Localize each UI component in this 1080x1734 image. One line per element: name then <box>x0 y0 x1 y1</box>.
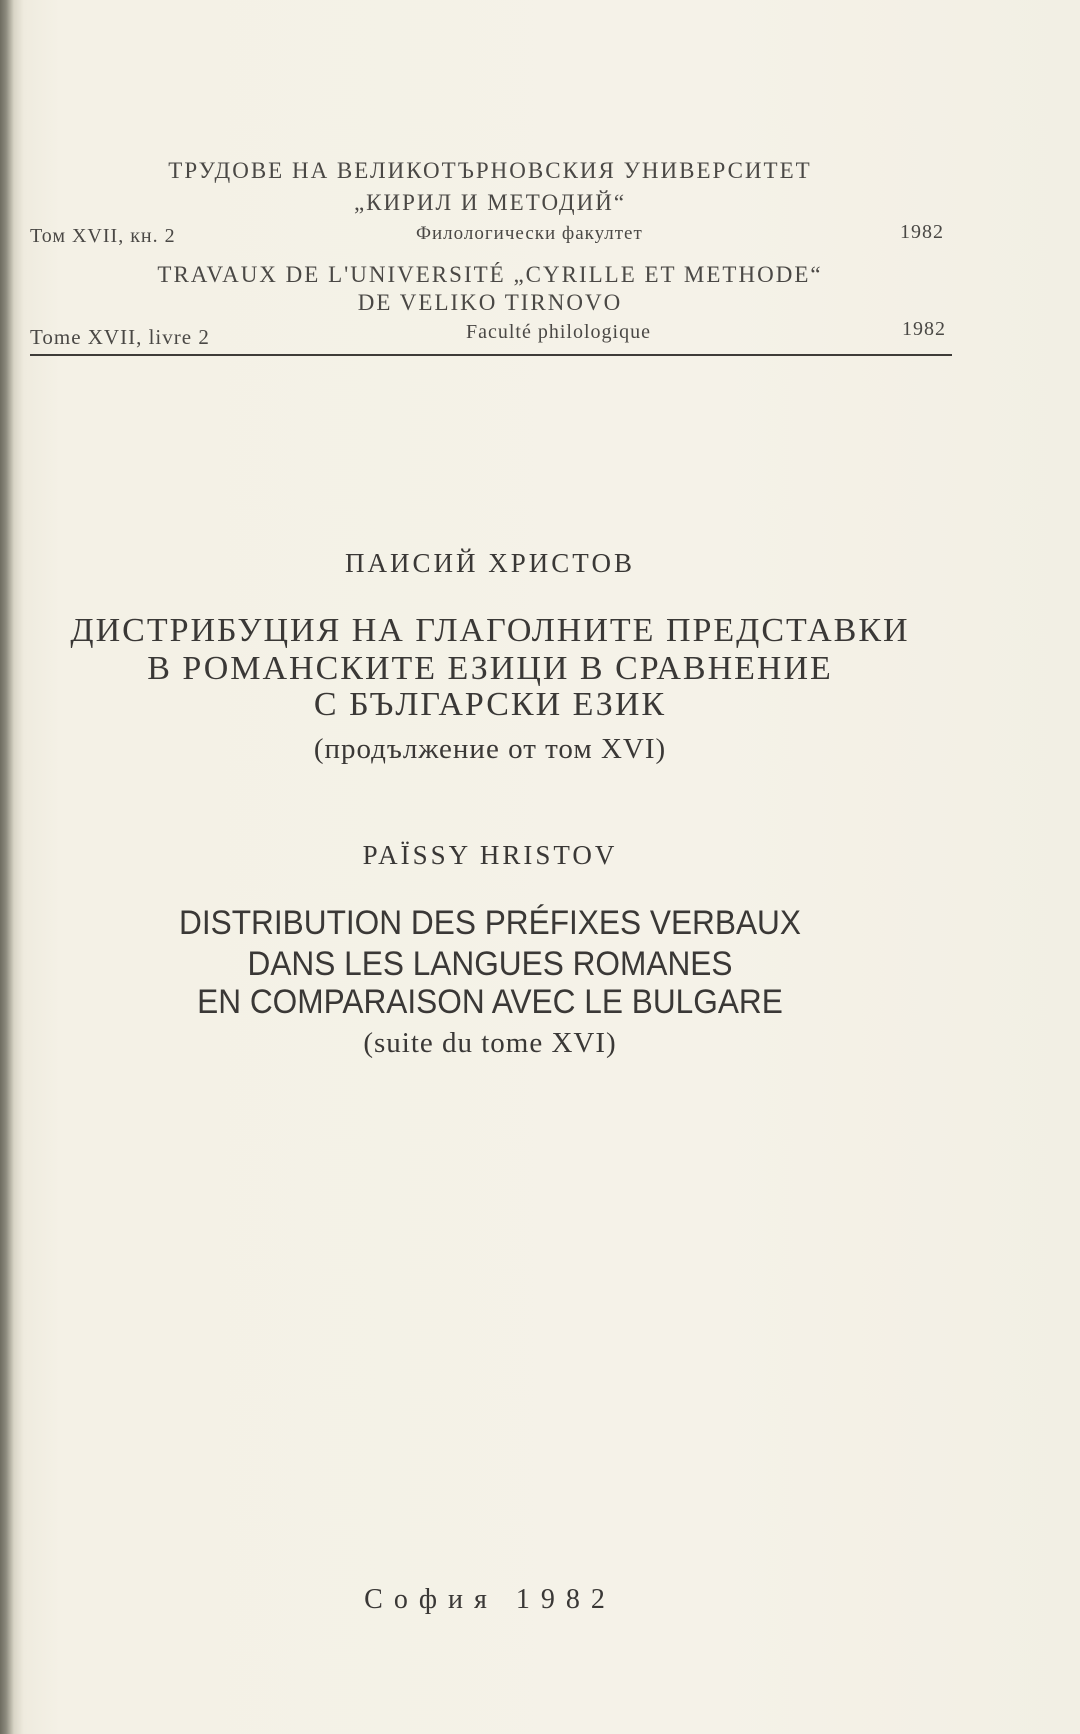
header-fr-year: 1982 <box>902 318 946 340</box>
header-fr-location: DE VELIKO TIRNOVO <box>357 290 623 315</box>
header-rule <box>30 354 952 356</box>
header-bg-faculty: Филологически факултет <box>416 223 643 244</box>
continuation-bg: (продължение от том XVI) <box>313 733 667 765</box>
header-fr-university: TRAVAUX DE L'UNIVERSITÉ „CYRILLE ET METHODE“ <box>157 262 823 287</box>
header-bg-university-name: „КИРИЛ И МЕТОДИЙ“ <box>353 190 627 215</box>
author-fr: PAÏSSY HRISTOV <box>362 840 618 870</box>
header-fr-volume: Tome XVII, livre 2 <box>30 325 210 349</box>
author-bg: ПАИСИЙ ХРИСТОВ <box>345 548 635 578</box>
title-bg-line-1: ДИСТРИБУЦИЯ НА ГЛАГОЛНИТЕ ПРЕДСТАВКИ <box>70 612 910 649</box>
header-bg-university: ТРУДОВЕ НА ВЕЛИКОТЪРНОВСКИЯ УНИВЕРСИТЕТ <box>168 158 812 183</box>
title-fr-line-1: DISTRIBUTION DES PRÉFIXES VERBAUX <box>179 904 801 942</box>
footer-place-year: София 1982 <box>364 1584 616 1615</box>
continuation-fr: (suite du tome XVI) <box>363 1027 617 1059</box>
header-fr-faculty: Faculté philologique <box>466 321 651 343</box>
title-bg-line-3: С БЪЛГАРСКИ ЕЗИК <box>313 686 667 723</box>
title-fr-line-3: EN COMPARAISON AVEC LE BULGARE <box>197 983 783 1021</box>
header-bg-volume: Том XVII, кн. 2 <box>30 225 176 247</box>
header-bg-year: 1982 <box>900 221 944 243</box>
title-fr-line-2: DANS LES LANGUES ROMANES <box>247 945 733 983</box>
title-bg-line-2: В РОМАНСКИТЕ ЕЗИЦИ В СРАВНЕНИЕ <box>147 650 833 687</box>
